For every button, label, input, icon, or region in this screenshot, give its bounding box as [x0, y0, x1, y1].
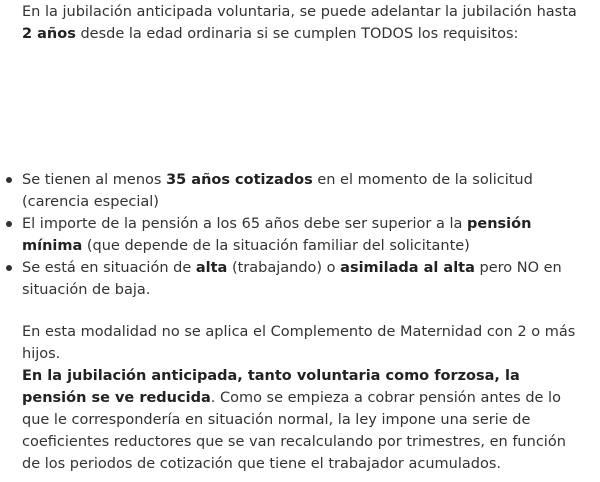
- reduction-text: . Como se empieza a cobrar pensión antes de lo que le correspondería en situación normal, la ley impone una serie de coeficientes reductores que se van recalculando por trimestres, en función de los periodos de cotización que tiene el trabajador acumulados.: [22, 390, 566, 472]
- maternity-note: En esta modalidad no se aplica el Complemento de Maternidad con 2 o más hijos.: [22, 324, 576, 362]
- bullet-icon: [6, 177, 12, 183]
- intro-text-1: En la jubilación anticipada voluntaria, se puede adelantar la jubilación hasta: [22, 4, 577, 20]
- list-item: [0, 257, 580, 301]
- req-3-bold-1: alta: [195, 260, 228, 276]
- bullet-icon: [6, 221, 12, 227]
- intro-paragraph: [22, 1, 582, 45]
- req-1-text-2: en el momento de la solicitud (carencia especial): [22, 172, 533, 210]
- intro-text-2: desde la edad ordinaria si se cumplen TODOS los requisitos:: [75, 26, 519, 42]
- req-2-text-2: (que depende de la situación familiar del solicitante): [82, 238, 470, 254]
- req-3-text-2: (trabajando) o: [227, 260, 341, 276]
- req-2-bold: pensión mínima: [22, 216, 532, 254]
- list-item: [0, 169, 580, 213]
- reduction-paragraph: [22, 365, 582, 475]
- bullet-icon: [6, 265, 12, 271]
- req-2-text-1: El importe de la pensión a los 65 años debe ser superior a la: [22, 216, 467, 232]
- reduction-bold: En la jubilación anticipada, tanto voluntaria como forzosa, la pensión se ve reducida: [22, 368, 520, 406]
- req-3-bold-2: asimilada al alta: [340, 260, 475, 276]
- requirements-list: [0, 169, 580, 301]
- req-3-text-3: pero NO en situación de baja.: [22, 260, 562, 298]
- list-item: [0, 213, 580, 257]
- req-1-bold: 35 años cotizados: [166, 172, 313, 188]
- req-1-text-1: Se tienen al menos: [22, 172, 167, 188]
- req-3-text-1: Se está en situación de: [22, 260, 196, 276]
- intro-years-bold: 2 años: [22, 26, 76, 42]
